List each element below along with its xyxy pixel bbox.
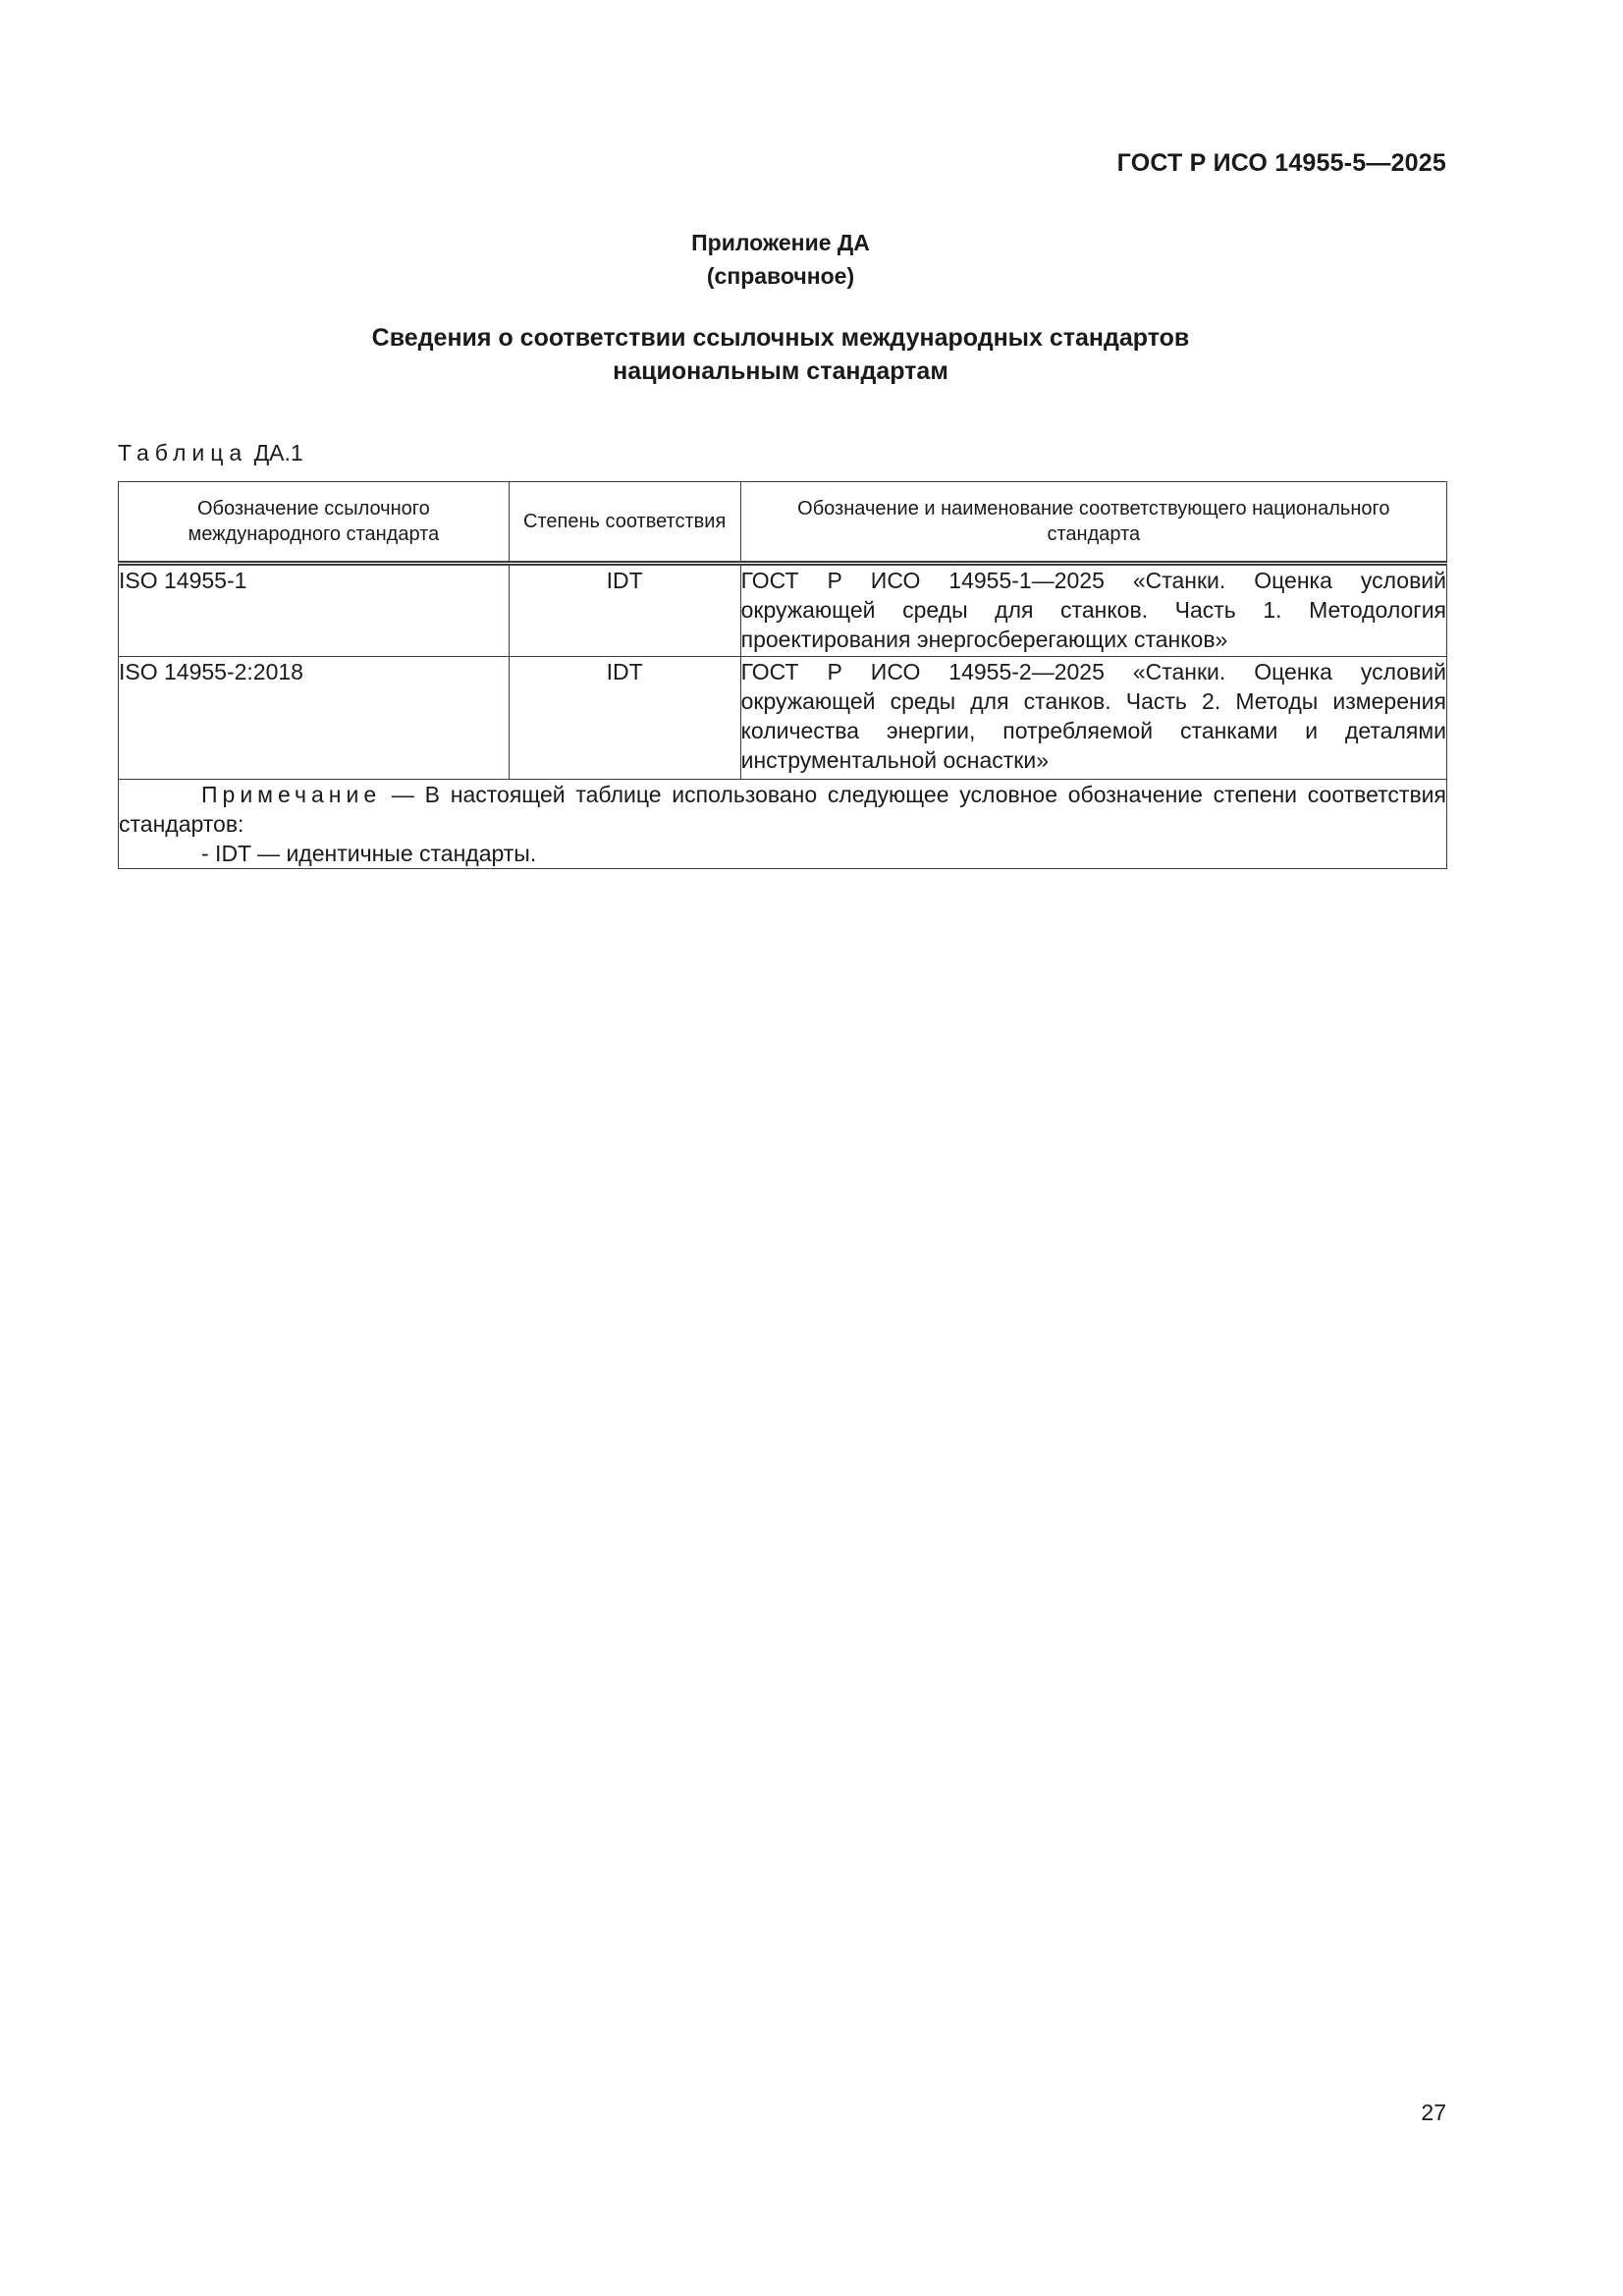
- table-caption-number: ДА.1: [253, 440, 303, 465]
- page-number: 27: [1421, 2100, 1446, 2125]
- table-note-row: [119, 780, 1447, 869]
- note-body: — В настоящей таблице использовано следующее условное обозначение степени соответствия стандартов:: [119, 782, 1446, 837]
- table-caption-word: Таблица: [118, 440, 248, 465]
- table-row: [119, 564, 1447, 657]
- annex-name: Приложение ДА: [691, 230, 870, 255]
- table-header-row: [119, 482, 1447, 564]
- international-standard-code: ISO 14955-2:2018: [119, 657, 510, 780]
- international-standard-code: ISO 14955-1: [119, 564, 510, 657]
- header-national-standard: Обозначение и наименование соответствующего национального стандарта: [740, 482, 1446, 564]
- document-code: ГОСТ Р ИСО 14955-5—2025: [1116, 149, 1446, 177]
- note-list-item: - IDT — идентичные стандарты.: [201, 841, 537, 866]
- standards-correspondence-table: [118, 481, 1447, 869]
- degree-of-correspondence: IDT: [509, 564, 740, 657]
- degree-of-correspondence: IDT: [509, 657, 740, 780]
- annex-status: (справочное): [706, 263, 855, 289]
- header-international-standard: Обозначение ссылочного международного стандарта: [119, 482, 510, 564]
- note-text: [119, 780, 1446, 839]
- annex-title: [0, 321, 1561, 388]
- table-row: [119, 657, 1447, 780]
- note-label: Примечание: [201, 782, 382, 807]
- annex-heading: [0, 226, 1561, 293]
- table-note: [119, 780, 1447, 869]
- annex-title-line-2: национальным стандартам: [613, 357, 948, 385]
- table-caption: [118, 440, 303, 466]
- header-degree-of-correspondence: Степень соответствия: [509, 482, 740, 564]
- annex-title-line-1: Сведения о соответствии ссылочных международных стандартов: [371, 324, 1190, 352]
- national-standard-name: ГОСТ Р ИСО 14955-1—2025 «Станки. Оценка условий окружающей среды для станков. Часть 1. Методология проектирования энергосберегающих станков»: [740, 564, 1446, 657]
- national-standard-name: ГОСТ Р ИСО 14955-2—2025 «Станки. Оценка условий окружающей среды для станков. Часть 2. Методы измерения количества энергии, потребляемой станками и деталями инструментальной оснастки»: [740, 657, 1446, 780]
